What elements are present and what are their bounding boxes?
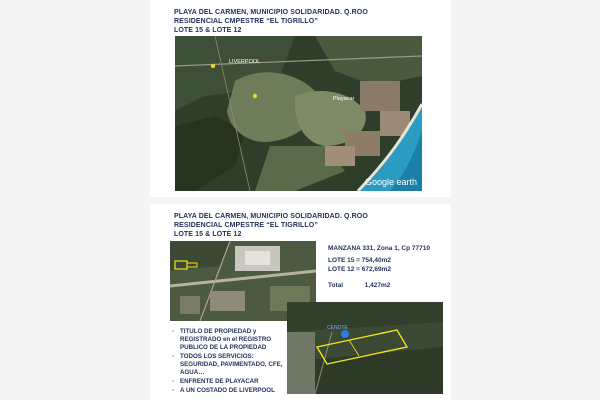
satellite-map-overview[interactable] <box>175 36 422 191</box>
lot-info <box>328 244 430 290</box>
slide-1 <box>150 0 451 197</box>
map-label-playacar: Playacar <box>333 96 355 102</box>
header-location: PLAYA DEL CARMEN, MUNICIPIO SOLIDARIDAD. Q.ROO <box>174 213 368 220</box>
total-label: Total <box>328 282 344 289</box>
features-list <box>170 328 290 396</box>
manzana-text: MANZANA 331, Zona 1, Cp 77710 <box>328 245 430 252</box>
lote-15-area: LOTE 15 = 754,40m2 <box>328 257 392 264</box>
cenote-marker <box>341 330 349 338</box>
map-label-cenote: CENOTE <box>327 325 348 331</box>
slide-2-header <box>174 212 368 239</box>
header-location: PLAYA DEL CARMEN, MUNICIPIO SOLIDARIDAD. Q.ROO <box>174 9 368 16</box>
list-item: - TITULO DE PROPIEDAD y REGISTRADO en el REGISTRO PUBLICO DE LA PROPIEDAD <box>170 328 290 352</box>
lote-15-marker <box>211 64 215 68</box>
satellite-map-lots-image <box>287 302 443 394</box>
list-item: - ENFRENTE DE PLAYACAR <box>170 378 290 386</box>
total-value: 1,427m2 <box>364 282 391 289</box>
total-row <box>328 281 430 290</box>
header-residencial: RESIDENCIAL CMPESTRE “EL TIGRILLO” <box>174 222 318 229</box>
satellite-map-lots[interactable] <box>287 302 443 394</box>
google-earth-watermark: Google earth <box>365 177 418 187</box>
lote-12-marker <box>253 94 257 98</box>
lote-12-area: LOTE 12 = 672,69m2 <box>328 266 392 273</box>
list-item: - A UN COSTADO DE LIVERPOOL <box>170 387 290 395</box>
list-item: - TODOS LOS SERVICIOS: SEGURIDAD, PAVIMENTADO, CFE, AGUA… <box>170 353 290 377</box>
map-label-liverpool: LIVERPOOL <box>229 59 261 65</box>
header-lotes: LOTE 15 & LOTE 12 <box>174 27 242 34</box>
slide-1-header <box>174 8 368 35</box>
header-residencial: RESIDENCIAL CMPESTRE “EL TIGRILLO” <box>174 18 318 25</box>
header-lotes: LOTE 15 & LOTE 12 <box>174 231 242 238</box>
slide-2 <box>150 204 451 400</box>
satellite-map-image <box>175 36 422 191</box>
